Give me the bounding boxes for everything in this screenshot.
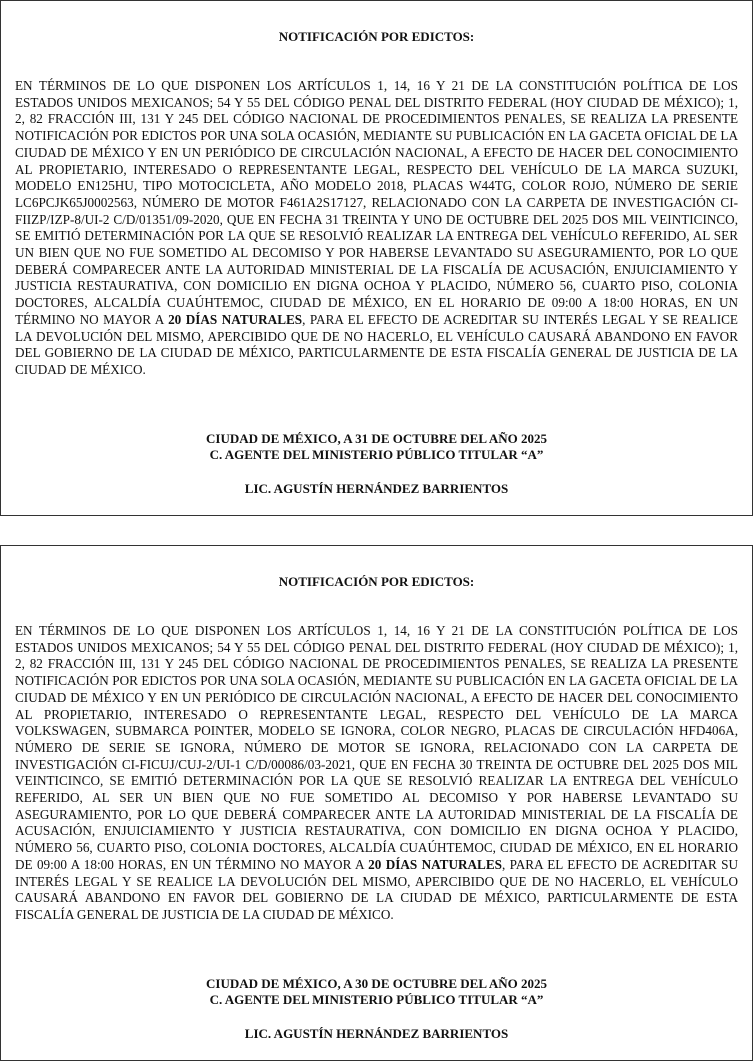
notice-signer-name: LIC. AGUSTÍN HERNÁNDEZ BARRIENTOS <box>244 481 509 496</box>
notice-deadline: 20 DÍAS NATURALES <box>168 311 303 327</box>
notice-body-text-end: , PARA EL EFECTO DE ACREDITAR SU INTERÉS LEGAL Y SE REALICE LA DEVOLUCIÓN DEL MISMO, APERCIBIDO QUE DE NO HACERLO, EL VEHÍCULO CAUSARÁ ABANDONO EN FAVOR DEL GOBIERNO DE LA CIUDAD DE MÉXICO, PARTICULARMENTE DE ESTA FISCALÍA GENERAL DE JUSTICIA DE LA CIUDAD DE MÉXICO. <box>15 856 738 922</box>
notice-box-1 <box>0 0 753 516</box>
notice-signer-role: C. AGENTE DEL MINISTERIO PÚBLICO TITULAR “A” <box>209 992 544 1007</box>
notice-body-text: EN TÉRMINOS DE LO QUE DISPONEN LOS ARTÍCULOS 1, 14, 16 Y 21 DE LA CONSTITUCIÓN POLÍTICA DE LOS ESTADOS UNIDOS MEXICANOS; 54 Y 55 DEL CÓDIGO PENAL DEL DISTRITO FEDERAL (HOY CIUDAD DE MÉXICO); 1, 2, 82 FRACCIÓN III, 131 Y 245 DEL CÓDIGO NACIONAL DE PROCEDIMIENTOS PENALES, SE REALIZA LA PRESENTE NOTIFICACIÓN POR EDICTOS POR UNA SOLA OCASIÓN, MEDIANTE SU PUBLICACIÓN EN LA GACETA OFICIAL DE LA CIUDAD DE MÉXICO Y EN UN PERIÓDICO DE CIRCULACIÓN NACIONAL, A EFECTO DE HACER DEL CONOCIMIENTO AL PROPIETARIO, INTERESADO O REPRESENTANTE LEGAL, RESPECTO DEL VEHÍCULO DE LA MARCA SUZUKI, MODELO EN125HU, TIPO MOTOCICLETA, AÑO MODELO 2018, PLACAS W44TG, COLOR ROJO, NÚMERO DE SERIE LC6PCJK65J0002563, NÚMERO DE MOTOR F461A2S17127, RELACIONADO CON LA CARPETA DE INVESTIGACIÓN CI-FIIZP/IZP-8/UI-2 C/D/01351/09-2020, QUE EN FECHA 31 TREINTA Y UNO DE OCTUBRE DEL 2025 DOS MIL VEINTICINCO, SE EMITIÓ DETERMINACIÓN POR LA QUE SE RESOLVIÓ REALIZAR LA ENTREGA DEL VEHÍCULO REFERIDO, AL SER UN BIEN QUE NO FUE SOMETIDO AL DECOMISO Y POR HABERSE LEVANTADO SU ASEGURAMIENTO, POR LO QUE DEBERÁ COMPARECER ANTE LA AUTORIDAD MINISTERIAL DE LA FISCALÍA DE ACUSACIÓN, ENJUICIAMIENTO Y JUSTICIA RESTAURATIVA, CON DOMICILIO EN DIGNA OCHOA Y PLACIDO, NÚMERO 56, CUARTO PISO, COLONIA DOCTORES, ALCALDÍA CUAÚHTEMOC, CIUDAD DE MÉXICO, EN EL HORARIO DE 09:00 A 18:00 HORAS, EN UN TÉRMINO NO MAYOR A <box>15 78 738 327</box>
notice-deadline: 20 DÍAS NATURALES <box>368 856 502 872</box>
notice-place-date: CIUDAD DE MÉXICO, A 30 DE OCTUBRE DEL AÑO 2025 <box>206 976 547 991</box>
notice-title: NOTIFICACIÓN POR EDICTOS: <box>278 29 475 44</box>
notice-box-2 <box>0 545 753 1061</box>
notice-body <box>15 623 738 924</box>
notice-title: NOTIFICACIÓN POR EDICTOS: <box>278 574 475 589</box>
notice-body-text-end: , PARA EL EFECTO DE ACREDITAR SU INTERÉS LEGAL Y SE REALICE LA DEVOLUCIÓN DEL MISMO, APERCIBIDO QUE DE NO HACERLO, EL VEHÍCULO CAUSARÁ ABANDONO EN FAVOR DEL GOBIERNO DE LA CIUDAD DE MÉXICO, PARTICULARMENTE DE ESTA FISCALÍA GENERAL DE JUSTICIA DE LA CIUDAD DE MÉXICO. <box>15 311 738 377</box>
notice-signer-role: C. AGENTE DEL MINISTERIO PÚBLICO TITULAR “A” <box>209 447 544 462</box>
notice-place-date: CIUDAD DE MÉXICO, A 31 DE OCTUBRE DEL AÑO 2025 <box>206 431 547 446</box>
notice-body-text: EN TÉRMINOS DE LO QUE DISPONEN LOS ARTÍCULOS 1, 14, 16 Y 21 DE LA CONSTITUCIÓN POLÍTICA DE LOS ESTADOS UNIDOS MEXICANOS; 54 Y 55 DEL CÓDIGO PENAL DEL DISTRITO FEDERAL (HOY CIUDAD DE MÉXICO); 1, 2, 82 FRACCIÓN III, 131 Y 245 DEL CÓDIGO NACIONAL DE PROCEDIMIENTOS PENALES, SE REALIZA LA PRESENTE NOTIFICACIÓN POR EDICTOS POR UNA SOLA OCASIÓN, MEDIANTE SU PUBLICACIÓN EN LA GACETA OFICIAL DE LA CIUDAD DE MÉXICO Y EN UN PERIÓDICO DE CIRCULACIÓN NACIONAL, A EFECTO DE HACER DEL CONOCIMIENTO AL PROPIETARIO, INTERESADO O REPRESENTANTE LEGAL, RESPECTO DEL VEHÍCULO DE LA MARCA VOLKSWAGEN, SUBMARCA POINTER, MODELO SE IGNORA, COLOR NEGRO, PLACAS DE CIRCULACIÓN HFD406A, NÚMERO DE SERIE SE IGNORA, NÚMERO DE MOTOR SE IGNORA, RELACIONADO CON LA CARPETA DE INVESTIGACIÓN CI-FICUJ/CUJ-2/UI-1 C/D/00086/03-2021, QUE EN FECHA 30 TREINTA DE OCTUBRE DEL 2025 DOS MIL VEINTICINCO, SE EMITIÓ DETERMINACIÓN POR LA QUE SE RESOLVIÓ REALIZAR LA ENTREGA DEL VEHÍCULO REFERIDO, AL SER UN BIEN QUE NO FUE SOMETIDO AL DECOMISO Y POR HABERSE LEVANTADO SU ASEGURAMIENTO, POR LO QUE DEBERÁ COMPARECER ANTE LA AUTORIDAD MINISTERIAL DE LA FISCALÍA DE ACUSACIÓN, ENJUICIAMIENTO Y JUSTICIA RESTAURATIVA, CON DOMICILIO EN DIGNA OCHOA Y PLACIDO, NÚMERO 56, CUARTO PISO, COLONIA DOCTORES, ALCALDÍA CUAÚHTEMOC, CIUDAD DE MÉXICO, EN EL HORARIO DE 09:00 A 18:00 HORAS, EN UN TÉRMINO NO MAYOR A <box>15 623 738 872</box>
notice-signer-name: LIC. AGUSTÍN HERNÁNDEZ BARRIENTOS <box>244 1026 509 1041</box>
notice-body <box>15 78 738 379</box>
